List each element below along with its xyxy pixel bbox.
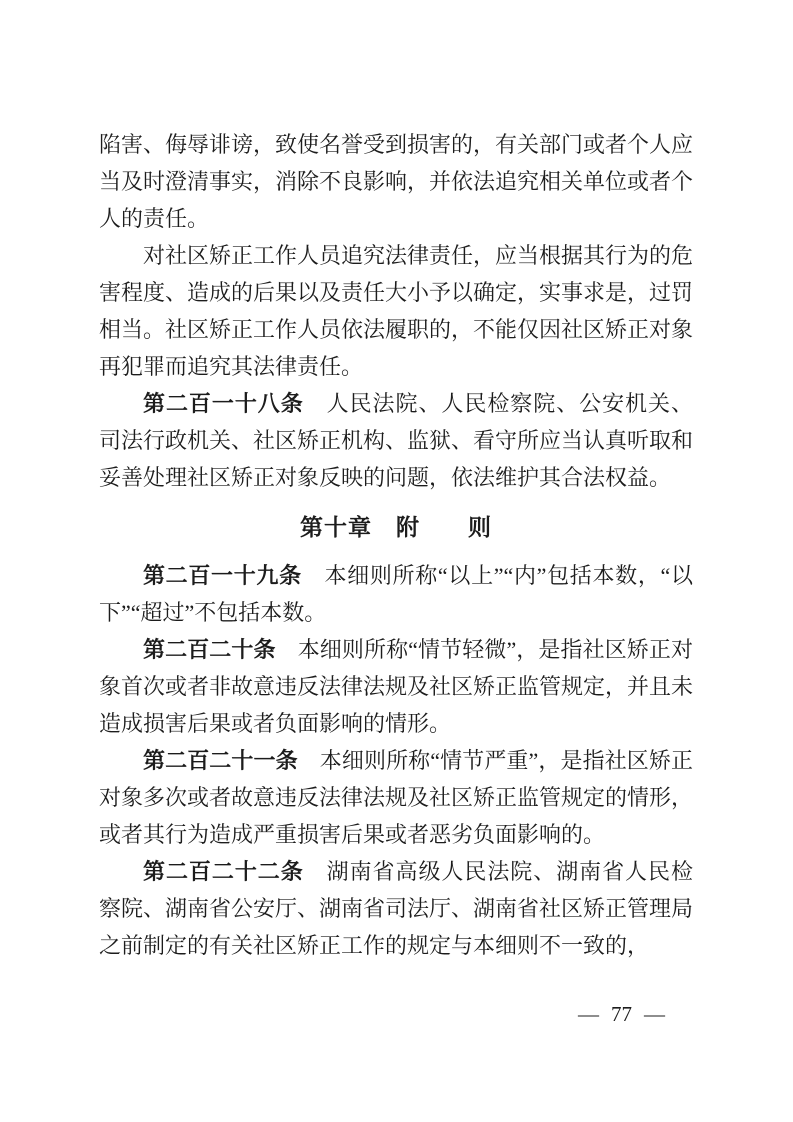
paragraph-text: 对社区矫正工作人员追究法律责任，应当根据其行为的危害程度、造成的后果以及责任大小予以确定，实事求是，过罚相当。社区矫正工作人员依法履职的，不能仅因社区矫正对象再犯罪而追究其法律责任。 xyxy=(99,243,694,379)
paragraph-article-218 xyxy=(99,385,693,496)
paragraph-article-221 xyxy=(99,742,693,853)
paragraph-text: 本细则所称“情节严重”，是指社区矫正对象多次或者故意违反法律法规及社区矫正监管规定的情形，或者其行为造成严重损害后果或者恶劣负面影响的。 xyxy=(99,748,694,847)
article-number: 第二百二十一条 xyxy=(143,748,298,773)
page-number: 77 xyxy=(611,1002,632,1026)
footer-left-dash: — xyxy=(578,1002,599,1026)
paragraph xyxy=(99,237,693,385)
article-number: 第二百一十九条 xyxy=(143,563,302,588)
article-number: 第二百二十二条 xyxy=(143,859,304,884)
paragraph-text: 湖南省高级人民法院、湖南省人民检察院、湖南省公安厅、湖南省司法厅、湖南省社区矫正管理局之前制定的有关社区矫正工作的规定与本细则不一致的， xyxy=(99,859,694,958)
paragraph-continuation xyxy=(99,126,693,237)
article-number: 第二百一十八条 xyxy=(143,391,304,416)
paragraph-article-220 xyxy=(99,631,693,742)
chapter-heading: 第十章 附 则 xyxy=(300,515,492,540)
paragraph-text: 人民法院、人民检察院、公安机关、司法行政机关、社区矫正机构、监狱、看守所应当认真听取和妥善处理社区矫正对象反映的问题，依法维护其合法权益。 xyxy=(99,391,694,490)
paragraph-article-219 xyxy=(99,557,693,631)
paragraph-text: 本细则所称“以上”“内”包括本数，“以下”“超过”不包括本数。 xyxy=(99,563,693,625)
footer-right-dash: — xyxy=(644,1002,665,1026)
document-body xyxy=(99,126,693,964)
paragraph-text: 本细则所称“情节轻微”，是指社区矫正对象首次或者非故意违反法律法规及社区矫正监管规定，并且未造成损害后果或者负面影响的情形。 xyxy=(99,637,694,736)
paragraph-article-222 xyxy=(99,853,693,964)
paragraph-text: 陷害、侮辱诽谤，致使名誉受到损害的，有关部门或者个人应当及时澄清事实，消除不良影响，并依法追究相关单位或者个人的责任。 xyxy=(99,132,694,231)
page-number-footer xyxy=(578,1002,665,1026)
article-number: 第二百二十条 xyxy=(143,637,276,662)
